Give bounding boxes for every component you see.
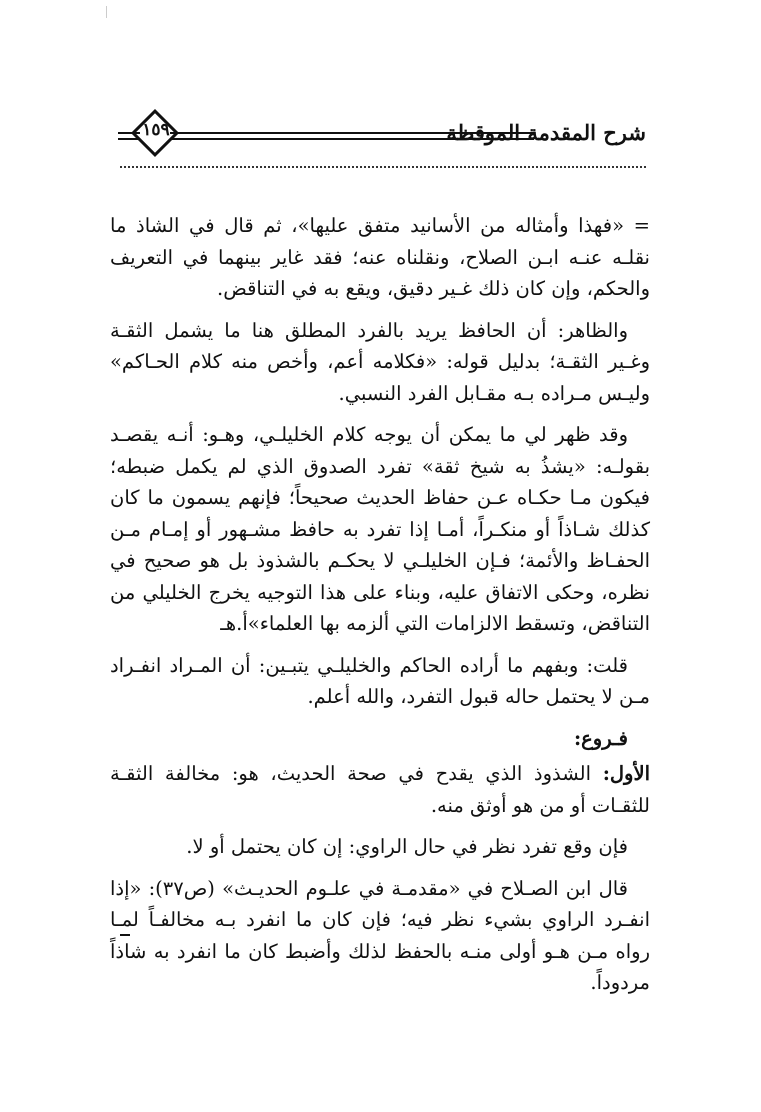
section-heading: فـروع: [573, 726, 628, 750]
paragraph: والظاهر: أن الحافظ يريد بالفرد المطلق هنا ما يشمل الثقـة وغـير الثقـة؛ بدليل قوله: «فكلامه أعم، وأخص منه كلام الحـاكم» وليـس مـراده بـه مقـابل الفرد النسبي. [110, 318, 650, 405]
paragraph: وقد ظهر لي ما يمكن أن يوجه كلام الخليلـي، وهـو: أنـه يقصـد بقولـه: «يشذُ به شيخ ثقة» تفرد الصدوق الذي لم يكمل ضبطه؛ فيكون مـا حكـاه عـن حفاظ الحديث صحيحاً؛ فإنهم يسمون ما كان كذلك شـاذاً أو منكـراً، أمـا إذا تفرد به حافظ مشـهور أو إمـام مـن الحفـاظ والأئمة؛ فـإن الخليلـي لا يحكـم بالشذوذ بل هو صحيح في نظره، وحكى الاتفاق عليه، وبناء على هذا التوجيه يخرج الخليلي من التناقض، وتسقط الالزامات التي ألزمه بها العلماء»أ.هـ [110, 423, 650, 635]
dotted-separator [120, 166, 646, 168]
page-body [110, 210, 650, 1009]
footnote-mark [120, 934, 130, 936]
paragraph: فإن وقع تفرد نظر في حال الراوي: إن كان يحتمل أو لا. [186, 835, 628, 858]
paragraph: = «فهذا وأمثاله من الأسانيد متفق عليها»، ثم قال في الشاذ ما نقلـه عنـه ابـن الصلاح، ونقلناه عنه؛ فقد غاير بينهما في التعريف والحكم، وإن كان ذلك غـير دقيق، ويقع به في التناقض. [110, 214, 650, 300]
paragraph: قلت: وبفهم ما أراده الحاكم والخليلـي يتبـين: أن المـراد انفـراد مـن لا يحتمل حاله قبول التفرد، والله أعلم. [110, 653, 650, 708]
running-header [118, 112, 646, 158]
page-number: ١٥٩ [142, 120, 170, 140]
book-title: شرح المقدمة الموقظة [446, 120, 646, 145]
branch-label: الأول: [602, 762, 651, 785]
paragraph: قال ابن الصـلاح في «مقدمـة في علـوم الحديـث» (ص٣٧): «إذا انفـرد الراوي بشيء نظر فيه؛ فإن كان ما انفرد بـه مخالفـاً لمـا رواه مـن هـو أولى منـه بالحفظ لذلك وأضبط كان ما انفرد به شاذاً مردوداً. [110, 876, 650, 994]
branch-text: الشذوذ الذي يقدح في صحة الحديث، هو: مخالفة الثقـة للثقـات أو من هو أوثق منه. [110, 762, 650, 817]
scan-mark [106, 6, 107, 18]
paragraph-first-branch [110, 758, 650, 821]
